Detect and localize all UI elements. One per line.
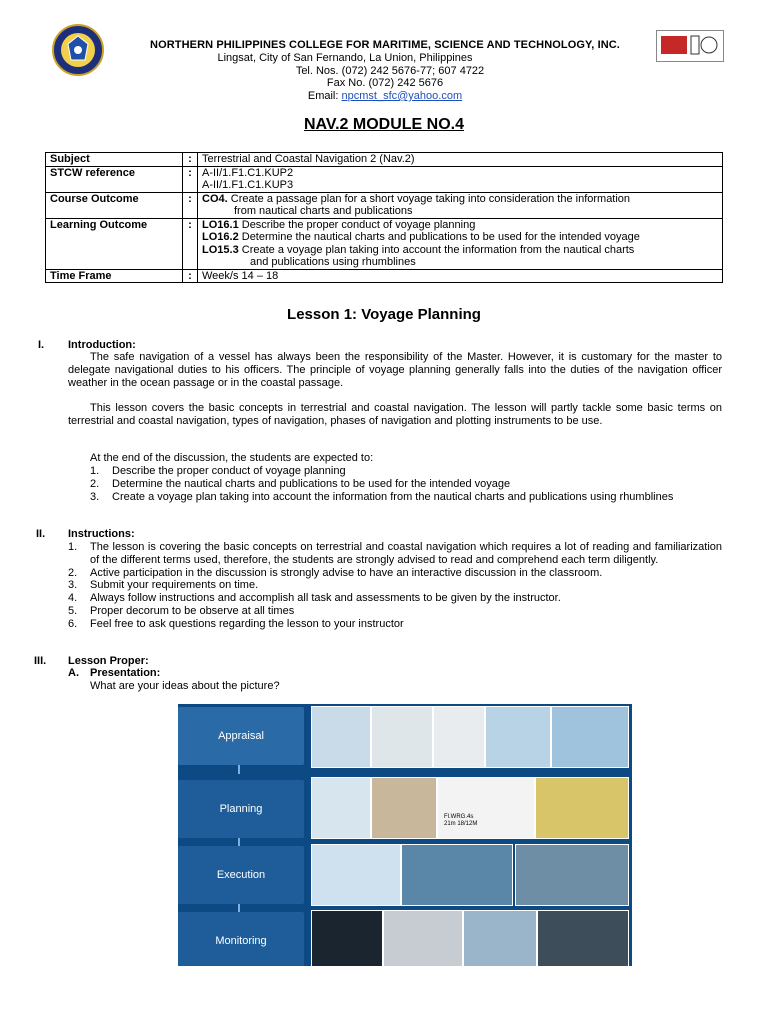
light-label-2: 21m 18/12M xyxy=(444,821,478,827)
voyage-planning-figure xyxy=(178,704,632,966)
planning-photos xyxy=(311,777,629,837)
email-link[interactable]: npcmst_sfc@yahoo.com xyxy=(341,90,463,102)
intro-paragraph-1: The safe navigation of a vessel has always been the responsibility of the Master. However, it is customary for the master to delegate navigational duties to his officers. The principle of voyage planning generally falls into the duties of the navigation officer weather in the ocean passage or in the coastal passage. xyxy=(68,351,722,389)
stage-monitoring: Monitoring xyxy=(178,912,304,966)
stage-appraisal: Appraisal xyxy=(178,707,304,765)
stcw-ref-2: A-II/1.F1.C1.KUP3 xyxy=(202,179,294,191)
intro-paragraph-3: At the end of the discussion, the students are expected to: xyxy=(90,452,374,464)
subsection-a-number: A. xyxy=(68,667,79,679)
stcw-value xyxy=(198,166,723,192)
plotting-tools-photo xyxy=(371,777,437,839)
watchkeeper-photo xyxy=(537,910,629,966)
colon: : xyxy=(183,192,198,218)
chart-disc-photo xyxy=(311,777,371,839)
colon: : xyxy=(183,166,198,192)
ship-photo xyxy=(551,706,629,768)
list-item: 3. Submit your requirements on time. xyxy=(68,579,259,592)
subject-value: Terrestrial and Coastal Navigation 2 (Nav.2) xyxy=(198,153,723,167)
table-row xyxy=(46,166,723,192)
list-item: 1. Describe the proper conduct of voyage planning xyxy=(90,465,346,477)
weather-chart-photo xyxy=(535,777,629,839)
monitoring-photos xyxy=(311,910,629,966)
bridge-photo xyxy=(401,844,513,906)
list-item: 3. Create a voyage plan taking into account the information from the nautical charts and publications using rhumblines xyxy=(90,490,674,503)
course-outcome-value xyxy=(198,192,723,218)
course-outcome-code: CO4. xyxy=(202,192,228,205)
instructions-list xyxy=(68,541,722,631)
list-item: 2. Active participation in the discussion is strongly advise to have an interactive discussion in the classroom. xyxy=(68,566,603,579)
lo3-text-2: and publications using rhumblines xyxy=(250,256,416,268)
course-outcome-text: Create a passage plan for a short voyage taking into consideration the information xyxy=(227,192,631,205)
weather-map-photo xyxy=(463,910,537,966)
course-outcome-text-2: from nautical charts and publications xyxy=(234,205,413,217)
presentation-question: What are your ideas about the picture? xyxy=(90,680,280,692)
section-3-heading: Lesson Proper: xyxy=(68,655,149,667)
module-title: NAV.2 MODULE NO.4 xyxy=(303,116,465,133)
learning-outcome-label: Learning Outcome xyxy=(46,218,183,269)
college-address: Lingsat, City of San Fernando, La Union, Philippines xyxy=(217,52,473,64)
table-row xyxy=(46,218,723,269)
certification-logo xyxy=(656,30,724,62)
course-info-table xyxy=(45,152,723,283)
execution-photos xyxy=(311,844,629,904)
lo2-text: Determine the nautical charts and publications to be used for the intended voyage xyxy=(238,231,640,243)
lo3-text: Create a voyage plan taking into account the information from the nautical charts xyxy=(238,243,635,256)
section-1-heading: Introduction: xyxy=(68,339,136,351)
stage-execution: Execution xyxy=(178,846,304,904)
light-sector-diagram xyxy=(437,777,535,839)
section-3-number: III. xyxy=(34,655,47,667)
appraisal-photos xyxy=(311,706,629,766)
time-frame-value: Week/s 14 – 18 xyxy=(198,269,723,283)
publications-photo xyxy=(371,706,433,768)
section-1-number: I. xyxy=(38,339,45,351)
colon: : xyxy=(183,153,198,167)
intro-paragraph-2: This lesson covers the basic concepts in terrestrial and coastal navigation. The lesson will partly tackle some basic terms on terrestrial and coastal navigation, types of navigation, phases of navigation and plotting instruments to be use. xyxy=(68,402,722,427)
course-outcome-label: Course Outcome xyxy=(46,192,183,218)
lo1-text: Describe the proper conduct of voyage planning xyxy=(238,218,476,231)
light-label-1: Fl.WRG.4s xyxy=(444,814,474,820)
list-item: 5. Proper decorum to be observe at all times xyxy=(68,604,295,617)
chart-photo xyxy=(311,706,371,768)
lo3-code: LO15.3 xyxy=(202,243,239,256)
subsection-a-heading: Presentation: xyxy=(90,667,161,679)
table-row xyxy=(46,269,723,283)
time-frame-label: Time Frame xyxy=(46,269,183,283)
list-item: 1. The lesson is covering the basic concepts on terrestrial and coastal navigation which requires a lot of reading and familiarization of the different terms used, therefore, the students are strongly advised to read and comprehend each term diligently. xyxy=(68,541,722,566)
subject-label: Subject xyxy=(46,153,183,167)
email-label: Email: xyxy=(307,90,342,102)
college-name: NORTHERN PHILIPPINES COLLEGE FOR MARITIME, SCIENCE AND TECHNOLOGY, INC. xyxy=(150,39,620,51)
books-photo xyxy=(485,706,551,768)
stcw-ref-1: A-II/1.F1.C1.KUP2 xyxy=(202,166,294,179)
stcw-label: STCW reference xyxy=(46,166,183,192)
learning-outcome-value xyxy=(198,218,723,269)
list-item: 2. Determine the nautical charts and publications to be used for the intended voyage xyxy=(90,477,511,490)
telephone-numbers: Tel. Nos. (072) 242 5676-77; 607 4722 xyxy=(295,65,485,77)
chart-sheet-photo xyxy=(433,706,485,768)
ship-bow-photo xyxy=(515,844,629,906)
colon: : xyxy=(183,218,198,269)
table-row xyxy=(46,153,723,167)
colon: : xyxy=(183,269,198,283)
jeppesen-disc-photo xyxy=(311,844,401,906)
list-item: 4. Always follow instructions and accomplish all task and assessments to be given by the instructor. xyxy=(68,592,561,605)
radar-photo xyxy=(311,910,383,966)
lo2-code: LO16.2 xyxy=(202,231,239,243)
section-2-number: II. xyxy=(36,528,46,540)
lo1-code: LO16.1 xyxy=(202,218,239,231)
table-row xyxy=(46,192,723,218)
email-line xyxy=(250,90,520,102)
officer-binoculars-photo xyxy=(383,910,463,966)
college-seal-logo xyxy=(52,24,104,76)
section-2-heading: Instructions: xyxy=(68,528,135,540)
list-item: 6. Feel free to ask questions regarding the lesson to your instructor xyxy=(68,617,404,630)
lesson-title: Lesson 1: Voyage Planning xyxy=(287,306,481,323)
objectives-list xyxy=(90,465,722,503)
stage-planning: Planning xyxy=(178,780,304,838)
fax-number: Fax No. (072) 242 5676 xyxy=(326,77,444,89)
